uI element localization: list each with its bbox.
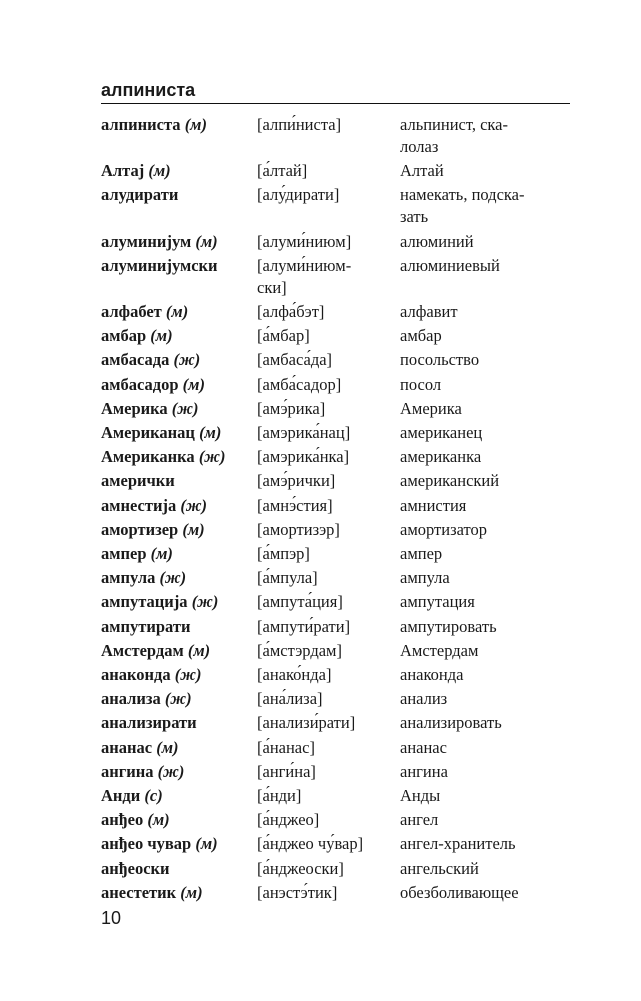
transcription	[257, 858, 395, 880]
translation	[400, 160, 570, 182]
headword	[101, 495, 253, 517]
transcription	[257, 591, 395, 613]
grammar-label: (ж)	[174, 665, 202, 684]
grammar-label: (с)	[144, 786, 163, 805]
grammar-label: (м)	[150, 326, 173, 346]
translation	[400, 858, 570, 880]
grammar-label: (м)	[182, 519, 205, 539]
transcription-line: [алу́дирати]	[257, 185, 340, 205]
transcription	[257, 255, 395, 299]
grammar-label: (м)	[156, 737, 179, 757]
headword	[101, 114, 253, 136]
translation-line: ангина	[400, 761, 448, 781]
transcription-line: [а́нди]	[257, 786, 302, 805]
translation-line: американка	[400, 447, 482, 467]
grammar-label: (м)	[184, 115, 207, 134]
dictionary-entry	[101, 737, 571, 759]
headword	[101, 470, 253, 492]
dictionary-entry	[101, 398, 571, 420]
headword-text: ампула	[101, 568, 156, 588]
transcription	[257, 374, 395, 396]
translation-line: зать	[400, 207, 429, 227]
transcription-line: [а́нджео чу́вар]	[257, 834, 364, 854]
translation-line: анализ	[400, 689, 448, 709]
headword	[101, 688, 253, 710]
headword-text: ампутација	[101, 592, 188, 612]
headword	[101, 325, 253, 347]
translation	[400, 519, 570, 541]
transcription	[257, 882, 395, 904]
headword-text: анализирати	[101, 713, 197, 733]
translation-line: ананас	[400, 737, 447, 757]
grammar-label: (м)	[195, 231, 218, 251]
translation-line: ампула	[400, 568, 450, 588]
translation-line: американский	[400, 471, 500, 491]
translation	[400, 640, 570, 662]
translation	[400, 616, 570, 638]
grammar-label: (м)	[187, 640, 211, 660]
grammar-label: (ж)	[180, 495, 208, 515]
translation-line: обезболивающее	[400, 882, 519, 902]
grammar-label: (ж)	[164, 689, 192, 709]
dictionary-entry	[101, 160, 571, 182]
dictionary-entry	[101, 374, 571, 396]
dictionary-entry	[101, 470, 571, 492]
translation-line: американец	[400, 423, 483, 442]
dictionary-entry	[101, 688, 571, 710]
grammar-label: (м)	[150, 544, 173, 563]
transcription-line: [амэ́рички]	[257, 471, 336, 491]
headword	[101, 591, 253, 613]
translation-line: амбар	[400, 326, 442, 346]
grammar-label: (ж)	[159, 568, 187, 588]
translation	[400, 543, 570, 565]
headword	[101, 255, 253, 277]
transcription-line: [анги́на]	[257, 761, 316, 781]
translation	[400, 495, 570, 517]
transcription	[257, 543, 395, 565]
headword-text: амбасадор	[101, 374, 179, 394]
transcription-line: [амнэ́стия]	[257, 495, 333, 515]
transcription	[257, 422, 395, 444]
translation	[400, 664, 570, 686]
headword-text: Американац	[101, 423, 195, 442]
transcription-line: [алуми́ниюм-	[257, 255, 352, 275]
headword	[101, 712, 253, 734]
transcription-line: [а́мпула]	[257, 568, 318, 588]
translation-line: ампер	[400, 544, 443, 563]
translation-line: Анды	[400, 786, 441, 805]
headword-text: амбасада	[101, 350, 170, 370]
headword	[101, 349, 253, 371]
grammar-label: (м)	[182, 374, 205, 394]
translation-line: Алтай	[400, 161, 444, 181]
dictionary-entry	[101, 591, 571, 613]
grammar-label: (м)	[195, 834, 218, 854]
headword	[101, 761, 253, 783]
transcription	[257, 519, 395, 541]
transcription-line: [а́нджеоски]	[257, 858, 344, 878]
headword-text: анђео чувар	[101, 834, 192, 854]
headword	[101, 301, 253, 323]
grammar-label: (м)	[147, 810, 170, 830]
transcription	[257, 616, 395, 638]
translation	[400, 231, 570, 253]
transcription	[257, 833, 395, 855]
transcription-line: [анализи́рати]	[257, 713, 356, 733]
page-number: 10	[101, 908, 122, 928]
headword-text: Анди	[101, 786, 141, 805]
translation	[400, 349, 570, 371]
dictionary-entry	[101, 567, 571, 589]
headword	[101, 664, 253, 686]
transcription-line: [амба́садор]	[257, 374, 342, 394]
headword-text: анђеоски	[101, 858, 170, 878]
dictionary-entry	[101, 809, 571, 831]
grammar-label: (ж)	[191, 592, 219, 612]
translation-line: Амстердам	[400, 640, 479, 660]
running-head: алпиниста	[101, 80, 196, 100]
dictionary-entry	[101, 761, 571, 783]
dictionary-entry	[101, 882, 571, 904]
headword-text: алуминијум	[101, 231, 192, 251]
translation	[400, 301, 570, 323]
dictionary-entry	[101, 543, 571, 565]
dictionary-entry	[101, 495, 571, 517]
headword	[101, 616, 253, 638]
headword-text: алпиниста	[101, 115, 181, 134]
translation	[400, 255, 570, 277]
transcription	[257, 567, 395, 589]
dictionary-entry	[101, 640, 571, 662]
dictionary-entry	[101, 712, 571, 734]
dictionary-entry	[101, 664, 571, 686]
dictionary-entry	[101, 422, 571, 444]
headword	[101, 422, 253, 444]
transcription	[257, 301, 395, 323]
transcription-line: ски]	[257, 277, 287, 297]
grammar-label: (ж)	[173, 350, 201, 370]
translation-line: алфавит	[400, 302, 458, 321]
translation-line: альпинист, ска-	[400, 115, 508, 134]
transcription	[257, 470, 395, 492]
translation	[400, 809, 570, 831]
translation	[400, 833, 570, 855]
headword-text: амбар	[101, 326, 147, 346]
translation	[400, 688, 570, 710]
transcription	[257, 398, 395, 420]
translation-line: посольство	[400, 350, 480, 370]
headword-text: амерички	[101, 471, 175, 491]
dictionary-entry	[101, 231, 571, 253]
translation-line: ангел	[400, 810, 439, 830]
transcription	[257, 231, 395, 253]
translation	[400, 567, 570, 589]
translation-line: Америка	[400, 398, 462, 418]
translation	[400, 761, 570, 783]
headword	[101, 858, 253, 880]
headword	[101, 398, 253, 420]
transcription-line: [алуми́ниюм]	[257, 231, 352, 251]
headword-text: амнестија	[101, 495, 177, 515]
transcription-line: [алфа́бэт]	[257, 302, 325, 321]
headword-text: Алтај	[101, 161, 145, 181]
grammar-label: (ж)	[157, 761, 185, 781]
translation-line: ангел-хранитель	[400, 834, 516, 854]
headword-text: ампер	[101, 544, 147, 563]
transcription	[257, 114, 395, 136]
translation	[400, 737, 570, 759]
transcription	[257, 664, 395, 686]
headword	[101, 446, 253, 468]
translation	[400, 184, 570, 228]
header-rule	[101, 103, 570, 104]
transcription-line: [ампута́ция]	[257, 592, 343, 612]
transcription-line: [амортизэр]	[257, 519, 340, 539]
translation-line: ампутация	[400, 592, 475, 612]
translation-line: лолаз	[400, 137, 439, 156]
grammar-label: (ж)	[171, 398, 199, 418]
headword-text: Америка	[101, 398, 168, 418]
translation	[400, 882, 570, 904]
headword-text: ампутирати	[101, 616, 191, 636]
transcription	[257, 325, 395, 347]
headword-text: алуминијумски	[101, 255, 218, 275]
dictionary-entry	[101, 833, 571, 855]
transcription-line: [алпи́ниста]	[257, 115, 342, 134]
dictionary-entry	[101, 785, 571, 807]
headword	[101, 543, 253, 565]
transcription	[257, 737, 395, 759]
dictionary-entry	[101, 519, 571, 541]
transcription-line: [амбаса́да]	[257, 350, 333, 370]
headword-text: ангина	[101, 761, 154, 781]
headword-text: амортизер	[101, 519, 179, 539]
transcription	[257, 349, 395, 371]
headword	[101, 231, 253, 253]
transcription	[257, 809, 395, 831]
translation	[400, 446, 570, 468]
headword	[101, 737, 253, 759]
grammar-label: (м)	[148, 161, 171, 181]
transcription-line: [а́мпэр]	[257, 544, 310, 563]
transcription	[257, 761, 395, 783]
transcription-line: [а́нджео]	[257, 810, 320, 830]
transcription-line: [амэ́рика]	[257, 398, 326, 418]
grammar-label: (м)	[165, 302, 189, 321]
transcription	[257, 446, 395, 468]
translation-line: амнистия	[400, 495, 467, 515]
grammar-label: (м)	[180, 882, 203, 902]
transcription	[257, 160, 395, 182]
transcription-line: [ампути́рати]	[257, 616, 351, 636]
translation-line: посол	[400, 374, 442, 394]
dictionary-entry	[101, 325, 571, 347]
transcription-line: [а́мстэрдам]	[257, 640, 342, 660]
translation	[400, 470, 570, 492]
headword	[101, 519, 253, 541]
transcription	[257, 640, 395, 662]
translation	[400, 785, 570, 807]
dictionary-entry	[101, 255, 571, 299]
headword	[101, 882, 253, 904]
headword	[101, 640, 253, 662]
translation-line: алюминиевый	[400, 255, 500, 275]
headword	[101, 160, 253, 182]
transcription	[257, 688, 395, 710]
dictionary-entry	[101, 446, 571, 468]
transcription	[257, 712, 395, 734]
transcription-line: [а́мбар]	[257, 326, 310, 346]
headword-text: Американка	[101, 447, 195, 467]
translation	[400, 325, 570, 347]
translation	[400, 374, 570, 396]
transcription-line: [анако́нда]	[257, 665, 332, 684]
transcription-line: [а́нанас]	[257, 737, 315, 757]
transcription-line: [а́лтай]	[257, 161, 308, 181]
headword-text: алфабет	[101, 302, 162, 321]
dictionary-entry	[101, 114, 571, 158]
headword	[101, 374, 253, 396]
translation	[400, 712, 570, 734]
headword-text: анђео	[101, 810, 144, 830]
headword-text: Амстердам	[101, 640, 184, 660]
dictionary-entry	[101, 184, 571, 228]
translation-line: анаконда	[400, 665, 464, 684]
headword-text: ананас	[101, 737, 153, 757]
dictionary-entry	[101, 858, 571, 880]
grammar-label: (ж)	[198, 447, 226, 467]
translation-line: ампутировать	[400, 616, 497, 636]
transcription-line: [анэстэ́тик]	[257, 882, 338, 902]
translation	[400, 398, 570, 420]
headword-text: анаконда	[101, 665, 171, 684]
dictionary-entry	[101, 349, 571, 371]
transcription	[257, 184, 395, 206]
dictionary-entry	[101, 616, 571, 638]
translation	[400, 422, 570, 444]
translation	[400, 114, 570, 158]
headword-text: анестетик	[101, 882, 177, 902]
translation-line: анализировать	[400, 713, 502, 733]
translation-line: амортизатор	[400, 519, 487, 539]
transcription-line: [амэрика́нац]	[257, 423, 351, 442]
transcription-line: [ана́лиза]	[257, 689, 323, 709]
translation-line: ангельский	[400, 858, 479, 878]
transcription	[257, 495, 395, 517]
headword-text: анализа	[101, 689, 161, 709]
headword	[101, 184, 253, 206]
headword	[101, 567, 253, 589]
headword	[101, 785, 253, 807]
dictionary-entry	[101, 301, 571, 323]
headword	[101, 833, 253, 855]
translation-line: намекать, подска-	[400, 185, 525, 205]
translation	[400, 591, 570, 613]
headword-text: алудирати	[101, 185, 179, 205]
transcription-line: [амэрика́нка]	[257, 447, 350, 467]
headword	[101, 809, 253, 831]
transcription	[257, 785, 395, 807]
grammar-label: (м)	[199, 423, 222, 442]
translation-line: алюминий	[400, 231, 474, 251]
